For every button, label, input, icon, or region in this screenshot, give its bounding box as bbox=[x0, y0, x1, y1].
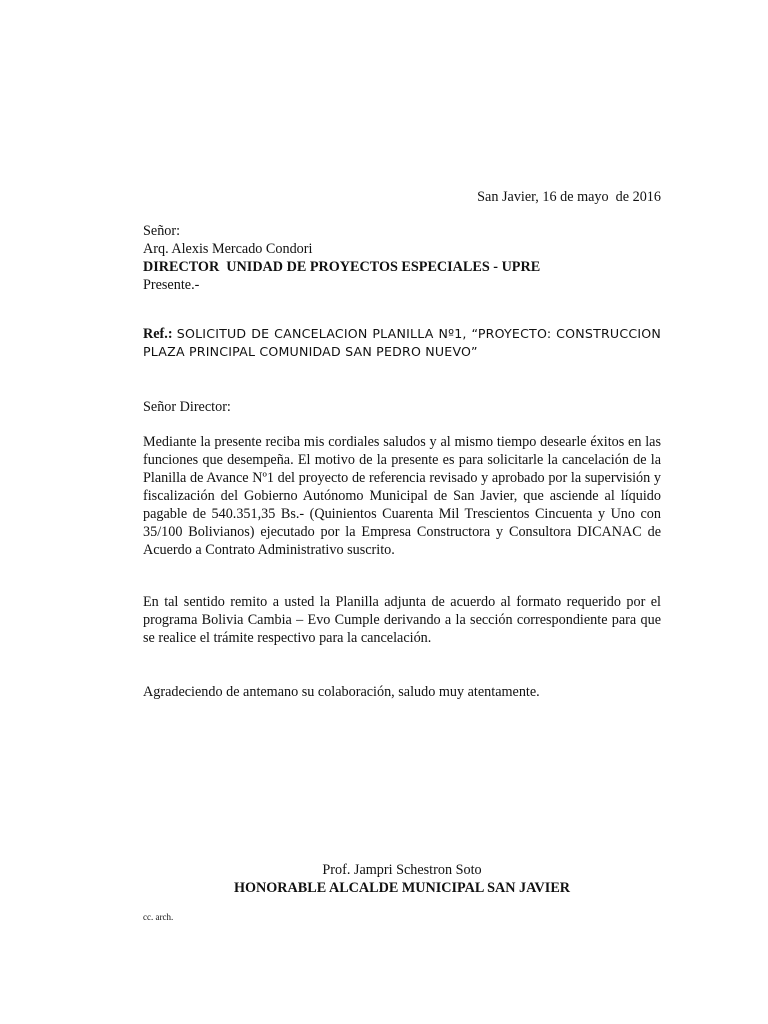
signature-name: Prof. Jampri Schestron Soto bbox=[322, 862, 482, 878]
signature-title: HONORABLE ALCALDE MUNICIPAL SAN JAVIER bbox=[233, 880, 571, 896]
closing-paragraph: Agradeciendo de antemano su colaboración, saludo muy atentamente. bbox=[143, 684, 540, 700]
letter-date: San Javier, 16 de mayo de 2016 bbox=[477, 189, 661, 205]
addressee-presente: Presente.- bbox=[143, 277, 200, 293]
body-paragraph-2: En tal sentido remito a usted la Planilla adjunta de acuerdo al formato requerido por el programa Bolivia Cambia – Evo Cumple derivando a la sección correspondiente para que se realice el trámite respectivo para la cancelación. bbox=[143, 594, 661, 646]
signature-block bbox=[143, 861, 661, 897]
reference-text: SOLICITUD DE CANCELACION PLANILLA Nº1, “PROYECTO: CONSTRUCCION PLAZA PRINCIPAL COMUNIDAD SAN PEDRO NUEVO” bbox=[143, 326, 661, 359]
cc-note: cc. arch. bbox=[143, 912, 174, 922]
addressee-block bbox=[143, 222, 663, 294]
reference-label: Ref.: bbox=[143, 326, 173, 342]
addressee-title: DIRECTOR UNIDAD DE PROYECTOS ESPECIALES - UPRE bbox=[143, 259, 541, 275]
body-paragraph-1: Mediante la presente reciba mis cordiales saludos y al mismo tiempo desearle éxitos en las funciones que desempeña. El motivo de la presente es para solicitarle la cancelación de la Planilla de Avance Nº1 del proyecto de referencia revisado y aprobado por la supervisión y fiscalización del Gobierno Autónomo Municipal de San Javier, que asciende al líquido pagable de 540.351,35 Bs.- (Quinientos Cuarenta Mil Trescientos Cincuenta y Uno con 35/100 Bolivianos) ejecutado por la Empresa Constructora y Consultora DICANAC de Acuerdo a Contrato Administrativo suscrito. bbox=[143, 434, 661, 558]
addressee-name: Arq. Alexis Mercado Condori bbox=[143, 241, 313, 257]
reference-line bbox=[143, 325, 661, 361]
addressee-salutation-line: Señor: bbox=[143, 223, 181, 239]
greeting: Señor Director: bbox=[143, 399, 231, 415]
